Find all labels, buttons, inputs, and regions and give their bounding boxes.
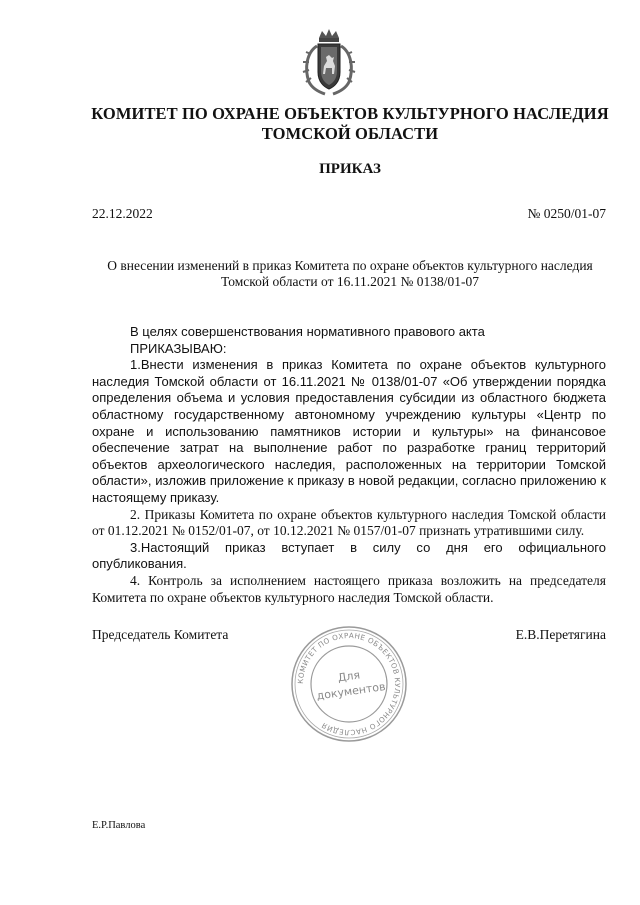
svg-text:КОМИТЕТ ПО ОХРАНЕ ОБЪЕКТОВ КУЛ (296, 631, 402, 737)
stamp-center-line1: Для (337, 668, 361, 685)
official-stamp (284, 624, 414, 744)
order-item-2: 2. Приказы Комитета по охране объектов культурного наследия Томской области от 01.12.2021 № 0152/01-07, от 10.12.2021 № 0157/01-07 признать утратившими силу. (92, 506, 606, 539)
stamp-ring-text: КОМИТЕТ ПО ОХРАНЕ ОБЪЕКТОВ КУЛЬТУРНОГО НАСЛЕДИЯ (295, 630, 403, 738)
document-date: 22.12.2022 (92, 206, 153, 221)
intro-paragraph: В целях совершенствования нормативного правового акта (130, 324, 485, 339)
order-item-1: 1.Внести изменения в приказ Комитета по охране объектов культурного наследия Томской области от 16.11.2021 № 0138/01-07 «Об утверждении порядка определения объема и условия предоставления субсидии из областного бюджета областному государственному автономному учреждению культуры «Центр по охране и использованию памятников истории и культуры» на финансовое обеспечение затрат на выполнение работ по разработке границ территорий объектов археологического наследия, расположенных на территории Томской области», изложив приложение к приказу в новой редакции, согласно приложению к настоящему приказу. (92, 357, 606, 505)
order-item-3: 3.Настоящий приказ вступает в силу со дня его официального опубликования. (92, 539, 606, 572)
document-subject (60, 258, 640, 290)
organization-name-line1: КОМИТЕТ ПО ОХРАНЕ ОБЪЕКТОВ КУЛЬТУРНОГО НАСЛЕДИЯ (91, 104, 609, 123)
order-word: ПРИКАЗЫВАЮ: (130, 340, 227, 356)
coat-of-arms-icon (299, 28, 359, 96)
executor-name: Е.Р.Павлова (92, 820, 146, 831)
organization-name-line2: ТОМСКОЙ ОБЛАСТИ (261, 124, 439, 143)
document-body (92, 324, 606, 606)
document-number: № 0250/01-07 (527, 206, 606, 221)
document-type: ПРИКАЗ (319, 161, 381, 177)
signer-name: Е.В.Перетягина (515, 627, 606, 642)
organization-name (60, 104, 640, 144)
signer-title: Председатель Комитета (92, 627, 229, 642)
subject-line2: Томской области от 16.11.2021 № 0138/01-07 (221, 274, 479, 289)
stamp-center-line2: документов (315, 680, 387, 703)
order-item-4: 4. Контроль за исполнением настоящего приказа возложить на председателя Комитета по охране объектов культурного наследия Томской области. (92, 572, 606, 605)
subject-line1: О внесении изменений в приказ Комитета по охране объектов культурного наследия (107, 258, 593, 273)
